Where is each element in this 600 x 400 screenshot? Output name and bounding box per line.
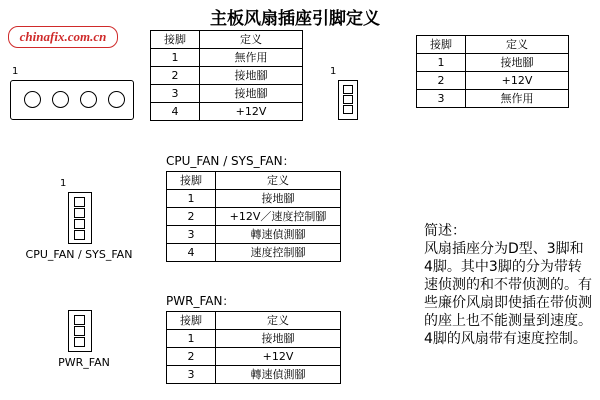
table-row: [167, 226, 341, 244]
pwr-fan-hole-3: [74, 337, 85, 347]
cell-def: +12V: [466, 72, 569, 90]
three-pin-table: [416, 35, 569, 108]
three-pin-connector-drawing: [330, 66, 370, 126]
cell-def: 接地腳: [216, 330, 341, 348]
cpu-sys-fan-hole-4: [74, 230, 85, 240]
pwr-fan-hole-1: [74, 315, 85, 325]
header-def: 定义: [216, 312, 341, 330]
page-title: 主板风扇插座引脚定义: [210, 9, 380, 29]
three-pin-hole-2: [343, 95, 353, 104]
cell-def: 速度控制腳: [216, 244, 341, 262]
cell-pin: 3: [167, 366, 216, 384]
cell-pin: 4: [167, 244, 216, 262]
table-header-row: [167, 172, 341, 190]
cell-def: 無作用: [466, 90, 569, 108]
header-pin: 接脚: [151, 31, 200, 49]
table-row: [417, 90, 569, 108]
table-header-row: [151, 31, 303, 49]
d-type-pin1-label: 1: [12, 66, 19, 77]
table-row: [151, 67, 303, 85]
cell-pin: 1: [151, 49, 200, 67]
d-type-pin-table: [150, 30, 303, 121]
notes-body: 风扇插座分为D型、3脚和4脚。其中3脚的分为带转速侦测的和不带侦测的。有些廉价风扇即使插在带侦测的座上也不能测量到速度。4脚的风扇带有速度控制。: [424, 241, 592, 347]
site-watermark-logo: chinafix.com.cn: [8, 26, 118, 48]
cpu-sys-fan-caption: CPU_FAN / SYS_FAN: [25, 248, 133, 261]
table-row: [167, 366, 341, 384]
three-pin-pin1-label: 1: [330, 66, 337, 77]
pwr-fan-caption: PWR_FAN: [58, 356, 110, 369]
d-type-pin-hole-1: [24, 91, 41, 108]
cell-pin: 3: [167, 226, 216, 244]
cpu-sys-fan-table-label: CPU_FAN / SYS_FAN：: [166, 154, 295, 168]
cell-def: 接地腳: [200, 85, 303, 103]
cell-def: +12V: [216, 348, 341, 366]
cell-def: +12V: [200, 103, 303, 121]
cell-def: 轉速偵測腳: [216, 366, 341, 384]
three-pin-hole-3: [343, 105, 353, 114]
cell-pin: 2: [167, 208, 216, 226]
pwr-fan-connector-drawing: [52, 300, 172, 370]
d-type-pin-hole-2: [52, 91, 69, 108]
header-def: 定义: [466, 36, 569, 54]
d-type-pin-hole-3: [80, 91, 97, 108]
cpu-sys-fan-table: [166, 171, 341, 262]
header-pin: 接脚: [417, 36, 466, 54]
pwr-fan-table-wrap: [166, 292, 341, 384]
three-pin-hole-1: [343, 85, 353, 94]
header-def: 定义: [200, 31, 303, 49]
three-pin-table-wrap: [416, 35, 569, 108]
cell-def: 無作用: [200, 49, 303, 67]
cpu-sys-fan-table-wrap: [166, 152, 341, 262]
cpu-sys-fan-hole-1: [74, 197, 85, 207]
cpu-sys-fan-hole-3: [74, 219, 85, 229]
cell-pin: 1: [167, 330, 216, 348]
notes-block: [424, 222, 592, 348]
cell-def: 轉速偵測腳: [216, 226, 341, 244]
cell-pin: 1: [417, 54, 466, 72]
cpu-sys-fan-connector-drawing: [25, 178, 182, 261]
table-row: [167, 190, 341, 208]
cell-pin: 2: [167, 348, 216, 366]
cell-pin: 1: [167, 190, 216, 208]
cell-pin: 3: [417, 90, 466, 108]
cell-def: 接地腳: [466, 54, 569, 72]
table-header-row: [417, 36, 569, 54]
table-row: [151, 103, 303, 121]
table-row: [167, 208, 341, 226]
table-row: [417, 54, 569, 72]
cell-pin: 3: [151, 85, 200, 103]
cell-pin: 2: [417, 72, 466, 90]
header-def: 定义: [216, 172, 341, 190]
notes-heading: 简述：: [424, 223, 466, 239]
table-row: [167, 330, 341, 348]
cell-def: +12V／速度控制腳: [216, 208, 341, 226]
cell-def: 接地腳: [200, 67, 303, 85]
d-type-connector-drawing: [10, 66, 134, 128]
table-row: [167, 348, 341, 366]
cell-def: 接地腳: [216, 190, 341, 208]
d-type-pin-table-wrap: [150, 30, 303, 121]
pwr-fan-table: [166, 311, 341, 384]
table-row: [167, 244, 341, 262]
cpu-sys-fan-hole-2: [74, 208, 85, 218]
cpu-sys-fan-pin1-label: 1: [60, 178, 67, 189]
table-row: [417, 72, 569, 90]
pwr-fan-hole-2: [74, 326, 85, 336]
pwr-fan-table-label: PWR_FAN：: [166, 294, 235, 308]
header-pin: 接脚: [167, 312, 216, 330]
table-row: [151, 49, 303, 67]
table-header-row: [167, 312, 341, 330]
d-type-pin-hole-4: [108, 91, 125, 108]
cell-pin: 4: [151, 103, 200, 121]
header-pin: 接脚: [167, 172, 216, 190]
table-row: [151, 85, 303, 103]
cell-pin: 2: [151, 67, 200, 85]
